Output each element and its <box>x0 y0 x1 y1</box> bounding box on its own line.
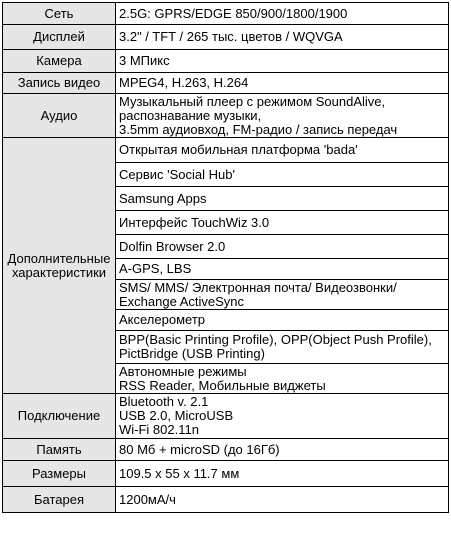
spec-value <box>116 487 449 513</box>
spec-value <box>116 235 449 259</box>
spec-value <box>116 25 449 50</box>
spec-value-line: Акселерометр <box>119 312 205 327</box>
spec-label: Запись видео <box>3 73 116 94</box>
spec-value-line: Автономные режимы <box>119 363 247 379</box>
spec-value <box>116 310 449 331</box>
spec-row <box>3 487 449 513</box>
spec-value-line: BPP(Basic Printing Profile), OPP(Object Push Profile), <box>119 332 432 347</box>
spec-label: Подключение <box>3 394 116 439</box>
spec-row <box>3 94 449 138</box>
spec-value-line: MPEG4, H.263, H.264 <box>119 75 249 90</box>
spec-label: Аудио <box>3 94 116 138</box>
spec-label: Батарея <box>3 487 116 513</box>
spec-value <box>116 280 449 310</box>
spec-value-line: Exchange ActiveSync <box>119 293 245 309</box>
spec-value <box>116 94 449 138</box>
spec-value <box>116 461 449 487</box>
spec-value-line: RSS Reader, Мобильные виджеты <box>119 377 326 393</box>
spec-value-line: Bluetooth v. 2.1 <box>119 394 209 409</box>
spec-value <box>116 138 449 163</box>
specs-table <box>2 2 449 513</box>
spec-value-line: 109.5 x 55 x 11.7 мм <box>119 465 240 481</box>
spec-value <box>116 439 449 461</box>
spec-value <box>116 187 449 211</box>
spec-value-line: USB 2.0, MicroUSB <box>119 408 234 423</box>
spec-row <box>3 461 449 487</box>
spec-value-line: SMS/ MMS/ Электронная почта/ Видеозвонки/ <box>119 279 397 295</box>
spec-value <box>116 73 449 94</box>
spec-row <box>3 138 449 163</box>
spec-value-line: PictBridge (USB Printing) <box>119 346 265 361</box>
spec-row <box>3 25 449 50</box>
spec-value-line: Сервис 'Social Hub' <box>119 166 235 182</box>
spec-value-line: Музыкальный плеер с режимом SoundAlive, <box>119 93 386 109</box>
spec-label: Память <box>3 439 116 461</box>
spec-value-line: 2.5G: GPRS/EDGE 850/900/1800/1900 <box>119 5 348 21</box>
spec-row <box>3 3 449 25</box>
spec-value-line: Wi-Fi 802.11n <box>119 422 199 437</box>
spec-value <box>116 259 449 280</box>
specs-table-body <box>3 3 449 513</box>
spec-value-line: 3.2" / TFT / 265 тыс. цветов / WQVGA <box>119 29 343 44</box>
spec-value-line: 3 МПикс <box>119 53 170 68</box>
spec-value-line: 1200мА/ч <box>119 491 176 507</box>
spec-value-line: Dolfin Browser 2.0 <box>119 238 226 254</box>
spec-value <box>116 394 449 439</box>
spec-value <box>116 50 449 73</box>
spec-value <box>116 163 449 187</box>
spec-value <box>116 3 449 25</box>
spec-row <box>3 50 449 73</box>
spec-label: Размеры <box>3 461 116 487</box>
spec-value-line: 3.5mm аудиовход, FM-радио / запись передач <box>119 121 398 137</box>
spec-label: Камера <box>3 50 116 73</box>
spec-value-line: 80 Мб + microSD (до 16Гб) <box>119 441 280 457</box>
spec-label: Сеть <box>3 3 116 25</box>
spec-label: Дополнительные характеристики <box>3 138 116 394</box>
spec-value-line: Открытая мобильная платформа 'bada' <box>119 142 358 157</box>
spec-value-line: распознавание музыки, <box>119 107 262 123</box>
spec-value-line: Samsung Apps <box>119 190 207 206</box>
spec-row <box>3 439 449 461</box>
spec-value-line: A-GPS, LBS <box>119 261 192 276</box>
spec-row <box>3 73 449 94</box>
spec-row <box>3 394 449 439</box>
spec-value <box>116 364 449 394</box>
spec-value-line: Интерфейс TouchWiz 3.0 <box>119 214 270 230</box>
spec-value <box>116 331 449 364</box>
spec-label: Дисплей <box>3 25 116 50</box>
spec-value <box>116 211 449 235</box>
